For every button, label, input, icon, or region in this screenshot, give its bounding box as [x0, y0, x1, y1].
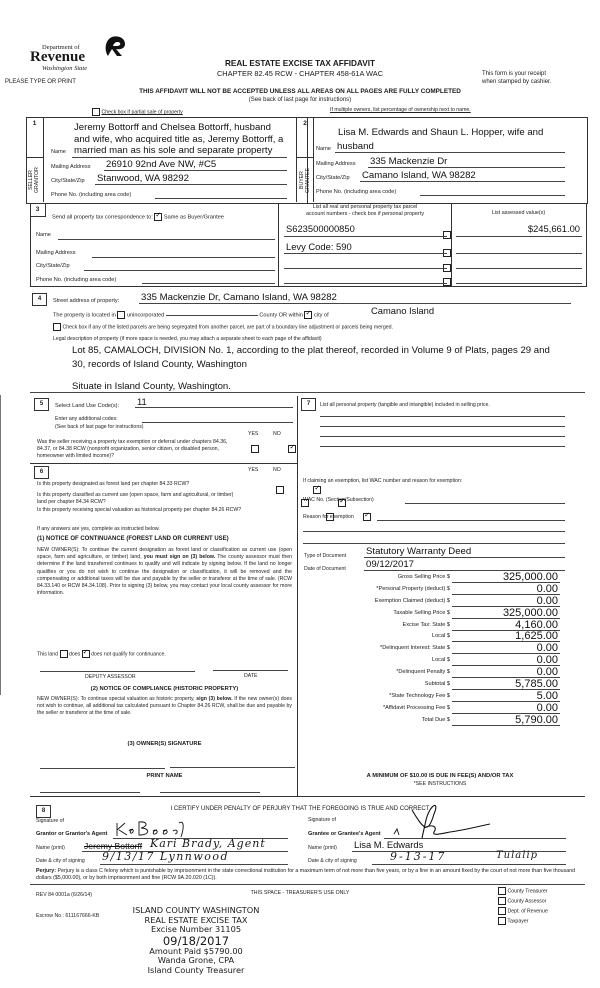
personal-property-label: List all personal property (tangible and intangible) included in selling price.	[320, 402, 490, 408]
forest-yes-checkbox[interactable]	[276, 486, 284, 494]
segregated-label: Check box if any of the listed parcels are being segregated from another parcel, are part of a boundary line adjustment or parcels being merged.	[62, 324, 393, 331]
seller-name-line1: Jeremy Bottorff and Chelsea Bottorff, husband	[74, 122, 271, 133]
designation-section-number: 6	[34, 466, 49, 479]
county-treasurer-checkbox[interactable]	[498, 887, 506, 895]
treasurer-use-label: THIS SPACE - TREASURER'S USE ONLY	[250, 890, 350, 896]
seller-city-label: City/State/Zip	[51, 178, 85, 184]
deputy-assessor-signature-line[interactable]	[40, 671, 195, 672]
notice2-text-bold: sign (3) below.	[196, 696, 233, 702]
stamp-name: Wanda Grone, CPA	[157, 955, 235, 965]
affidavit-processing-fee-label: *Affidavit Processing Fee $	[382, 705, 450, 711]
exemption-claim-label: If claiming an exemption, list WAC number and reason for exemption:	[303, 478, 463, 484]
seller-name-line2: and wife, who acquired title as, Jeremy Bottorff, a	[74, 134, 284, 145]
subtotal-label: Subtotal $	[424, 681, 450, 687]
stamp-excise-number: Excise Number 31105	[150, 924, 242, 934]
corr-phone-label: Phone No. (including area code)	[36, 277, 117, 283]
corr-mailing-field[interactable]	[92, 257, 275, 258]
if-yes-note: If any answers are yes, complete as instructed below.	[37, 526, 160, 532]
doc-date-label: Date of Document	[304, 566, 346, 572]
property-location	[53, 311, 329, 319]
segregated-option[interactable]	[53, 323, 393, 331]
does-not-qualify-checkbox[interactable]	[82, 650, 90, 658]
receipt-note	[482, 70, 551, 86]
seller-side-label	[26, 157, 44, 202]
excise-tax-state-value[interactable]: 4,160.00	[515, 619, 558, 631]
partial-sale-option[interactable]	[92, 108, 183, 116]
land-use-code[interactable]: 11	[137, 396, 147, 407]
seller-section-cell	[26, 117, 44, 158]
warning-banner: THIS AFFIDAVIT WILL NOT BE ACCEPTED UNLESS ALL AREAS ON ALL PAGES ARE FULLY COMPLETED	[139, 88, 461, 95]
subtotal-row	[300, 679, 560, 691]
gross-selling-price-row	[300, 572, 560, 584]
land-use-label: Select Land Use Code(s):	[55, 403, 120, 409]
segregated-checkbox[interactable]	[53, 323, 61, 331]
exemption-yes-checkbox[interactable]	[251, 445, 259, 453]
grantor-sig-label-1: Signature of	[36, 818, 64, 824]
delinquent-interest-local-row	[300, 655, 560, 667]
corr-city-field[interactable]	[84, 270, 275, 271]
gross-selling-price-value[interactable]: 325,000.00	[502, 571, 558, 583]
notice1-text-a: NEW OWNER(S): To continue the current designation as forest land or classification as current use (open space, farm and agriculture, or timber) land,	[37, 547, 292, 561]
grantee-name-label: Name (print)	[308, 845, 337, 851]
parcel-underline	[284, 253, 447, 254]
delinquent-interest-state-row	[300, 643, 560, 655]
buyer-mailing-value[interactable]: 335 Mackenzie Dr	[370, 156, 448, 167]
affidavit-processing-fee-value[interactable]: 0.00	[536, 702, 558, 714]
buyer-name-underline	[335, 152, 565, 153]
personal-property-section-number: 7	[301, 398, 316, 411]
copy-option[interactable]	[498, 887, 548, 897]
exemption-reason-field-3[interactable]	[303, 543, 565, 544]
grantee-date-value[interactable]: 9-13-17	[390, 850, 447, 863]
buyer-phone-field[interactable]	[420, 195, 565, 196]
grantee-label: GRANTEE	[305, 167, 311, 193]
correspondence-section-number: 3	[30, 203, 46, 217]
value-underline	[456, 283, 582, 284]
grantor-label: GRANTOR	[34, 167, 40, 193]
grantor-name-label: Name (print)	[36, 845, 65, 851]
notice1-text	[37, 547, 292, 597]
assessed-values-header: List assessed value(s)	[491, 210, 546, 216]
parcel-account[interactable]: Levy Code: 590	[286, 241, 352, 252]
designation-no-header: NO	[273, 467, 281, 473]
assessed-value[interactable]: $245,661.00	[527, 223, 580, 234]
personal-property-deduct-row	[300, 584, 560, 596]
notice2-text-b: If the new owner(s) does not wish to continue, all additional tax calculated pursuant to Chapter 84.26 RCW, shall be due and payable by the seller or transferor at the time of sale.	[37, 696, 292, 717]
buyer-city-label: City/State/Zip	[316, 175, 350, 181]
buyer-mailing-underline	[368, 167, 565, 168]
grantor-signature[interactable]	[113, 819, 213, 839]
legal-underline	[30, 392, 585, 393]
personal-property-line[interactable]	[320, 446, 565, 447]
buyer-name-line1: Lisa M. Edwards and Shaun L. Hopper, wife and	[338, 127, 544, 138]
seller-section-number: 1	[32, 120, 37, 127]
grantor-name-written[interactable]: Kari Brady, Agent	[150, 837, 266, 850]
excise-tax-local-label: Local $	[431, 633, 450, 639]
parcel-underline	[284, 268, 447, 269]
property-section-number: 4	[32, 293, 47, 306]
unincorporated-label: unincorporated	[126, 312, 165, 319]
buyer-mailing-label: Mailing Address	[316, 161, 356, 167]
correspondence-label	[52, 213, 224, 221]
corr-city-label: City/State/Zip	[36, 263, 70, 269]
personal-property-line[interactable]	[320, 426, 565, 427]
see-instructions-note: *SEE INSTRUCTIONS	[413, 781, 467, 787]
legal-description-label: Legal description of property (if more space is needed, you may attach a separate sheet to each page of the affidavit)	[53, 336, 322, 342]
city-of-label: city of	[314, 312, 329, 319]
parcel-row	[284, 270, 582, 284]
doc-type-underline	[364, 557, 565, 558]
stamp-title: Island County Treasurer	[147, 964, 245, 975]
personal-property-deduct-value[interactable]: 0.00	[536, 583, 558, 595]
county-assessor-checkbox[interactable]	[498, 897, 506, 905]
notice1-title: (1) NOTICE OF CONTINUANCE (FOREST LAND OR CURRENT USE)	[37, 536, 229, 542]
parcel-underline	[284, 236, 447, 237]
copy-option[interactable]	[498, 917, 548, 927]
please-type-label: PLEASE TYPE OR PRINT	[5, 79, 76, 85]
certification-section-number: 8	[36, 805, 51, 818]
historic-no-checkbox[interactable]	[363, 513, 371, 521]
grantor-sig-label-2: Grantor or Grantor's Agent	[36, 831, 108, 837]
excise-tax-local-value[interactable]: 1,625.00	[515, 630, 558, 642]
copy-option[interactable]	[498, 907, 548, 917]
buyer-name-label: Name	[316, 146, 331, 152]
state-technology-fee-row	[300, 691, 560, 703]
column-divider	[297, 396, 298, 796]
corr-name-field[interactable]	[58, 239, 275, 240]
receipt-note-line1: This form is your receipt	[482, 71, 547, 77]
parcel-row	[284, 222, 582, 236]
corr-mailing-label: Mailing Address	[36, 250, 76, 256]
total-due-label: Total Due $	[421, 717, 450, 723]
correspondence-text: Send all property tax correspondence to:	[52, 214, 153, 221]
property-city-value[interactable]: Camano Island	[371, 305, 435, 316]
total-due-value[interactable]: 5,790.00	[515, 714, 558, 726]
legal-description-line2: 30, records of Island County, Washington	[72, 359, 247, 370]
total-due-row	[300, 715, 560, 727]
copy-label: Dept. of Revenue	[507, 908, 548, 915]
buyer-label: BUYER	[299, 171, 305, 189]
does-not-label: does not qualify for continuance.	[91, 651, 166, 658]
grantor-name-struck: Jeremy Bottorff	[84, 841, 143, 851]
parcel-header-line2: account numbers - check box if personal property	[305, 211, 425, 217]
doc-type-value[interactable]: Statutory Warranty Deed	[366, 546, 472, 557]
additional-codes-note: (See back of last page for instructions)	[55, 424, 144, 430]
parcel-header-line1: List all real and personal property tax parcel	[312, 204, 418, 210]
value-underline	[456, 236, 582, 237]
county-or-within-label: County OR within	[259, 312, 303, 319]
taxable-selling-price-value[interactable]: 325,000.00	[502, 607, 558, 619]
grantor-date-underline	[100, 864, 288, 865]
copy-distribution	[498, 887, 548, 927]
notice2-text-a: NEW OWNER(S): To continue special valuation as historic property,	[37, 696, 197, 702]
personal-property-checkbox[interactable]	[443, 278, 451, 286]
parcel-row	[284, 240, 582, 254]
logo-state-text: Washington State	[42, 65, 88, 72]
wac-number-field[interactable]	[405, 503, 565, 504]
county-field[interactable]	[166, 315, 258, 316]
escrow-number	[36, 913, 99, 919]
perjury-rule	[30, 884, 585, 885]
treasurer-stamp	[122, 906, 270, 975]
seller-name-label: Name	[51, 149, 66, 155]
personal-property-line[interactable]	[320, 416, 565, 417]
does-qualify-checkbox[interactable]	[60, 650, 68, 658]
perjury-notice	[36, 868, 584, 882]
wac-number-label: WAC No. (Section/Subsection)	[303, 497, 374, 503]
owner-signature-title: (3) OWNER(S) SIGNATURE	[127, 741, 202, 747]
buyer-city-underline	[360, 181, 565, 182]
legal-description-line3: Situate in Island County, Washington.	[72, 381, 231, 392]
taxable-selling-price-label: Taxable Selling Price $	[393, 610, 450, 616]
doc-date-value[interactable]: 09/12/2017	[366, 559, 415, 570]
state-technology-fee-label: *State Technology Fee $	[389, 693, 450, 699]
revenue-swoosh-icon	[102, 34, 128, 60]
personal-property-line[interactable]	[320, 436, 565, 437]
legal-description-line1: Lot 85, CAMALOCH, DIVISION No. 1, according to the plat thereof, recorded in Volume 9 of Plats, pages 29 and	[72, 345, 550, 356]
delinquent-penalty-value[interactable]: 0.00	[536, 666, 558, 678]
parcel-divider	[278, 203, 279, 286]
assessor-date-line[interactable]	[213, 670, 288, 671]
personal-property-deduct-label: *Personal Property (deduct) $	[376, 586, 450, 592]
land-use-underline	[135, 407, 293, 408]
same-as-buyer-checkbox[interactable]	[154, 213, 162, 221]
continuance-row	[37, 650, 166, 658]
copy-option[interactable]	[498, 897, 548, 907]
current-use-question: Is this property classified as current use (open space, farm and agricultural, or timber) land per chapter 84.34 RCW?	[37, 492, 234, 505]
stamp-line2: REAL ESTATE EXCISE TAX	[144, 914, 248, 925]
notice1-text-bold: you must sign on (3) below.	[143, 554, 216, 561]
buyer-name-line2[interactable]: husband	[337, 141, 374, 152]
additional-codes-field[interactable]	[142, 422, 293, 423]
delinquent-interest-local-label: Local $	[431, 657, 450, 663]
stamp-line1: ISLAND COUNTY WASHINGTON	[132, 905, 260, 915]
seller-name-line3[interactable]: married man as his sole and separate property	[74, 145, 273, 156]
notice2-text	[37, 696, 292, 718]
personal-property-checkbox[interactable]	[443, 231, 451, 239]
historic-question: Is this property receiving special valuation as historical property per chapter 84.26 RCW?	[37, 507, 242, 513]
grantor-date-value[interactable]: 9/13/17 Lynnwood	[102, 850, 230, 863]
parcel-account[interactable]: S623500000850	[286, 223, 355, 234]
form-subtitle: CHAPTER 82.45 RCW - CHAPTER 458-61A WAC	[216, 69, 384, 78]
copy-label: Taxpayer	[507, 918, 529, 925]
exemption-reason-field-2[interactable]	[303, 531, 565, 532]
exemption-claimed-value[interactable]: 0.00	[536, 595, 558, 607]
stamp-amount: Amount Paid $5790.00	[149, 945, 243, 956]
value-underline	[456, 253, 582, 254]
continuance-prefix: This land	[37, 651, 59, 658]
certification-title: I CERTIFY UNDER PENALTY OF PERJURY THAT THE FOREGOING IS TRUE AND CORRECT	[170, 806, 430, 812]
owner-signature-line[interactable]	[40, 768, 165, 769]
partial-sale-checkbox[interactable]	[92, 108, 100, 116]
section-5-6-divider	[30, 463, 297, 464]
buyer-section-number: 2	[303, 120, 307, 127]
subtotal-value[interactable]: 5,785.00	[515, 678, 558, 690]
copy-label: County Assessor	[507, 898, 547, 905]
escrow-label: Escrow No.:	[36, 913, 64, 919]
grantee-date-label: Date & city of signing	[308, 858, 357, 864]
does-label: does	[68, 651, 81, 658]
seller-mailing-value[interactable]: 26910 92nd Ave NW, #C5	[106, 159, 217, 170]
print-name-line-2[interactable]	[160, 792, 260, 793]
location-prefix: The property is located in	[53, 312, 116, 319]
grantee-sig-label-2: Grantee or Grantee's Agent	[308, 831, 381, 837]
exemption-claimed-label: Exemption Claimed (deduct) $	[374, 598, 450, 604]
grantee-sig-label-1: Signature of	[308, 817, 336, 823]
street-address-underline	[139, 303, 571, 304]
value-underline	[456, 268, 582, 269]
multiple-owners-note: If multiple owners, list percentage of ownership next to name.	[330, 107, 471, 113]
exemption-no-checkbox[interactable]	[288, 445, 296, 453]
designation-yes-header: YES	[248, 467, 259, 473]
owner-signature-line-2[interactable]	[170, 767, 295, 768]
seller-phone-field[interactable]	[155, 198, 287, 199]
grantor-date-label: Date & city of signing	[36, 858, 85, 864]
form-title: REAL ESTATE EXCISE TAX AFFIDAVIT	[225, 59, 375, 68]
notice1-text-b: The county assessor must then determine if the land transferred continues to qualify and will indicate by signing below. If the land no longer qualifies or you do not wish to continue the designation or classification, it will be removed and the compensating or additional taxes will be due and payable by the seller or transferor at the time of sale. (RCW 84.33.140 or RCW 84.34.108). Prior to signing (3) below, you may contact your local county assessor for more information.	[37, 554, 292, 597]
excise-tax-local-row	[300, 631, 560, 643]
seller-mailing-label: Mailing Address	[51, 164, 91, 170]
seller-label: SELLER	[28, 170, 34, 190]
land-use-section-number: 5	[34, 398, 49, 411]
grantee-signature[interactable]	[390, 800, 510, 840]
form-revision: REV 84 0001a (6/26/14)	[36, 892, 92, 898]
escrow-value: 611167666-KB	[65, 913, 100, 919]
print-name-label: PRINT NAME	[146, 773, 183, 779]
additional-codes-label: Enter any additional codes:	[55, 416, 118, 422]
state-technology-fee-value[interactable]: 5.00	[536, 690, 558, 702]
grantee-name-value[interactable]: Lisa M. Edwards	[354, 839, 424, 850]
gross-selling-price-label: Gross Selling Price $	[397, 574, 450, 580]
land-use-no-header: NO	[273, 431, 281, 437]
assessor-date-label: DATE	[244, 673, 258, 679]
buyer-city-value[interactable]: Camano Island, WA 98282	[362, 170, 476, 181]
print-name-line[interactable]	[40, 792, 140, 793]
minimum-due-note: A MINIMUM OF $10.00 IS DUE IN FEE(S) AND/OR TAX	[366, 773, 514, 779]
copy-label: County Treasurer	[507, 888, 548, 895]
parcel-underline	[284, 283, 447, 284]
taxpayer-checkbox[interactable]	[498, 917, 506, 925]
corr-phone-field[interactable]	[142, 283, 275, 284]
perjury-bold: Perjury:	[36, 868, 57, 874]
same-as-buyer-label: Same as Buyer/Grantee	[163, 214, 224, 221]
logo-dept-text: Department of	[42, 44, 80, 51]
instructions-note: (See back of last page for instructions)	[248, 97, 352, 103]
deputy-assessor-label: DEPUTY ASSESSOR	[85, 674, 136, 680]
corr-name-label: Name	[36, 232, 51, 238]
grantee-city-value[interactable]: Tulalip	[496, 850, 539, 861]
receipt-note-line2: when stamped by cashier.	[482, 79, 552, 85]
forest-no-checkbox[interactable]	[313, 486, 321, 494]
excise-tax-state-label: Excise Tax: State $	[402, 622, 450, 628]
forest-land-question: Is this property designated as forest land per chapter 84.33 RCW?	[37, 481, 190, 487]
logo-revenue-text: Revenue	[30, 49, 85, 65]
street-address-label: Street address of property:	[53, 298, 120, 304]
stamp-date: 09/18/2017	[162, 933, 230, 948]
scan-edge	[0, 395, 1, 695]
delinquent-interest-local-value[interactable]: 0.00	[536, 654, 558, 666]
city-checkbox[interactable]	[304, 311, 312, 319]
doc-type-label: Type of Document	[304, 553, 347, 559]
section-8-top-rule	[30, 796, 585, 797]
dept-revenue-checkbox[interactable]	[498, 907, 506, 915]
delinquent-interest-state-value[interactable]: 0.00	[536, 642, 558, 654]
parcel-header	[280, 204, 450, 218]
seller-city-underline	[95, 184, 287, 185]
buyer-side-label	[296, 157, 314, 202]
unincorporated-checkbox[interactable]	[117, 311, 125, 319]
exemption-question: Was the seller receiving a property tax exemption or deferral under chapters 84.36, 84.37, or 84.38 RCW (nonprofit organization, senior citizen, or disabled person, homeowner with limited income)?	[37, 439, 228, 459]
seller-city-value[interactable]: Stanwood, WA 98292	[97, 173, 189, 184]
notice2-title: (2) NOTICE OF COMPLIANCE (HISTORIC PROPERTY)	[90, 686, 239, 692]
land-use-yes-header: YES	[248, 431, 259, 437]
seller-name-underline	[72, 157, 287, 158]
seller-mailing-underline	[104, 170, 287, 171]
seller-phone-label: Phone No. (including area code)	[51, 192, 132, 198]
exemption-reason-label: Reason for exemption	[303, 514, 354, 520]
perjury-text: Perjury is a class C felony which is punishable by imprisonment in the state correctional institution for a maximum term of not more than five years, or by a fine in an amount fixed by the court of not more than five thousand dollars ($5,000.00), or by both imprisonment and fine (RCW 9A.20.020 (1C)).	[36, 868, 576, 882]
buyer-phone-label: Phone No. (including area code)	[316, 189, 397, 195]
grantee-date-underline	[372, 864, 566, 865]
exemption-reason-field[interactable]	[377, 520, 565, 521]
partial-sale-label: Check box if partial sale of property	[101, 109, 183, 116]
buyer-section-cell	[296, 117, 314, 158]
delinquent-penalty-label: *Delinquent Penalty $	[396, 669, 450, 675]
delinquent-interest-state-label: *Delinquent Interest: State $	[380, 645, 450, 651]
street-address-value[interactable]: 335 Mackenzie Dr, Camano Island, WA 98282	[141, 292, 337, 303]
